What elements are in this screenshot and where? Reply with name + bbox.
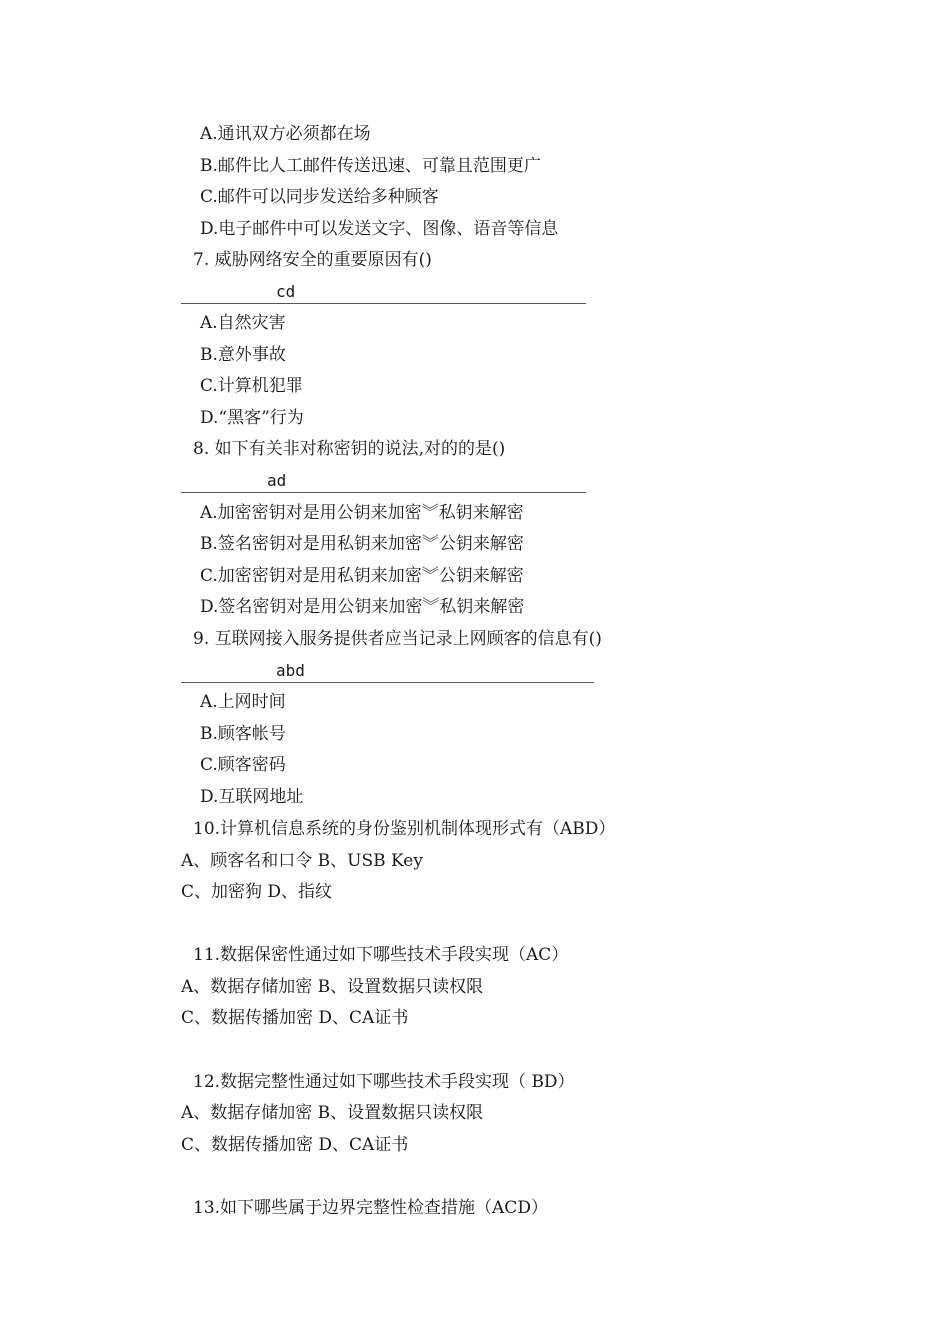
q11-options-line-2: C、数据传播加密 D、CA证书 [181,1008,409,1028]
q11-options-line-1: A、数据存储加密 B、设置数据只读权限 [181,977,484,997]
q8-option-b: B.签名密钥对是用私钥来加密︾公钥来解密 [200,534,524,554]
q10-options-line-1: A、顾客名和口令 B、USB Key [181,851,423,871]
q7-question: 7. 威胁网络安全的重要原因有() [193,250,432,270]
q8-option-d: D.签名密钥对是用公钥来加密︾私钥来解密 [200,597,525,617]
q8-option-a: A.加密密钥对是用公钥来加密︾私钥来解密 [200,503,524,523]
q8-option-c: C.加密密钥对是用私钥来加密︾公钥来解密 [200,566,524,586]
q6-option-b: B.邮件比人工邮件传送迅速、可靠且范围更广 [200,156,541,176]
q9-option-c: C.顾客密码 [200,755,286,775]
q7-answer-line [181,281,586,304]
q8-answer: ad [267,471,287,490]
q9-answer-line [181,660,594,683]
q7-option-c: C.计算机犯罪 [200,376,303,396]
q7-option-b: B.意外事故 [200,345,286,365]
q11-question: 11.数据保密性通过如下哪些技术手段实现（AC） [193,945,569,965]
q6-option-d: D.电子邮件中可以发送文字、图像、语音等信息 [200,219,559,239]
q7-option-d: D.“黑客”行为 [200,408,304,428]
q7-answer: cd [276,282,296,301]
q9-option-d: D.互联网地址 [200,787,304,807]
q12-question: 12.数据完整性通过如下哪些技术手段实现（ BD） [193,1072,575,1092]
q10-question: 10.计算机信息系统的身份鉴别机制体现形式有（ABD） [193,819,616,839]
q12-options-line-1: A、数据存储加密 B、设置数据只读权限 [181,1103,484,1123]
q10-options-line-2: C、加密狗 D、指纹 [181,882,333,902]
q8-question: 8. 如下有关非对称密钥的说法,对的的是() [193,439,506,459]
q9-answer: abd [276,661,305,680]
q13-question: 13.如下哪些属于边界完整性检查措施（ACD） [193,1198,548,1218]
q9-option-a: A.上网时间 [200,692,286,712]
q7-option-a: A.自然灾害 [200,313,286,333]
q9-option-b: B.顾客帐号 [200,724,286,744]
q6-option-c: C.邮件可以同步发送给多种顾客 [200,187,439,207]
q12-options-line-2: C、数据传播加密 D、CA证书 [181,1135,409,1155]
q6-option-a: A.通讯双方必须都在场 [200,124,371,144]
q8-answer-line [181,470,586,493]
q9-question: 9. 互联网接入服务提供者应当记录上网顾客的信息有() [193,629,602,649]
